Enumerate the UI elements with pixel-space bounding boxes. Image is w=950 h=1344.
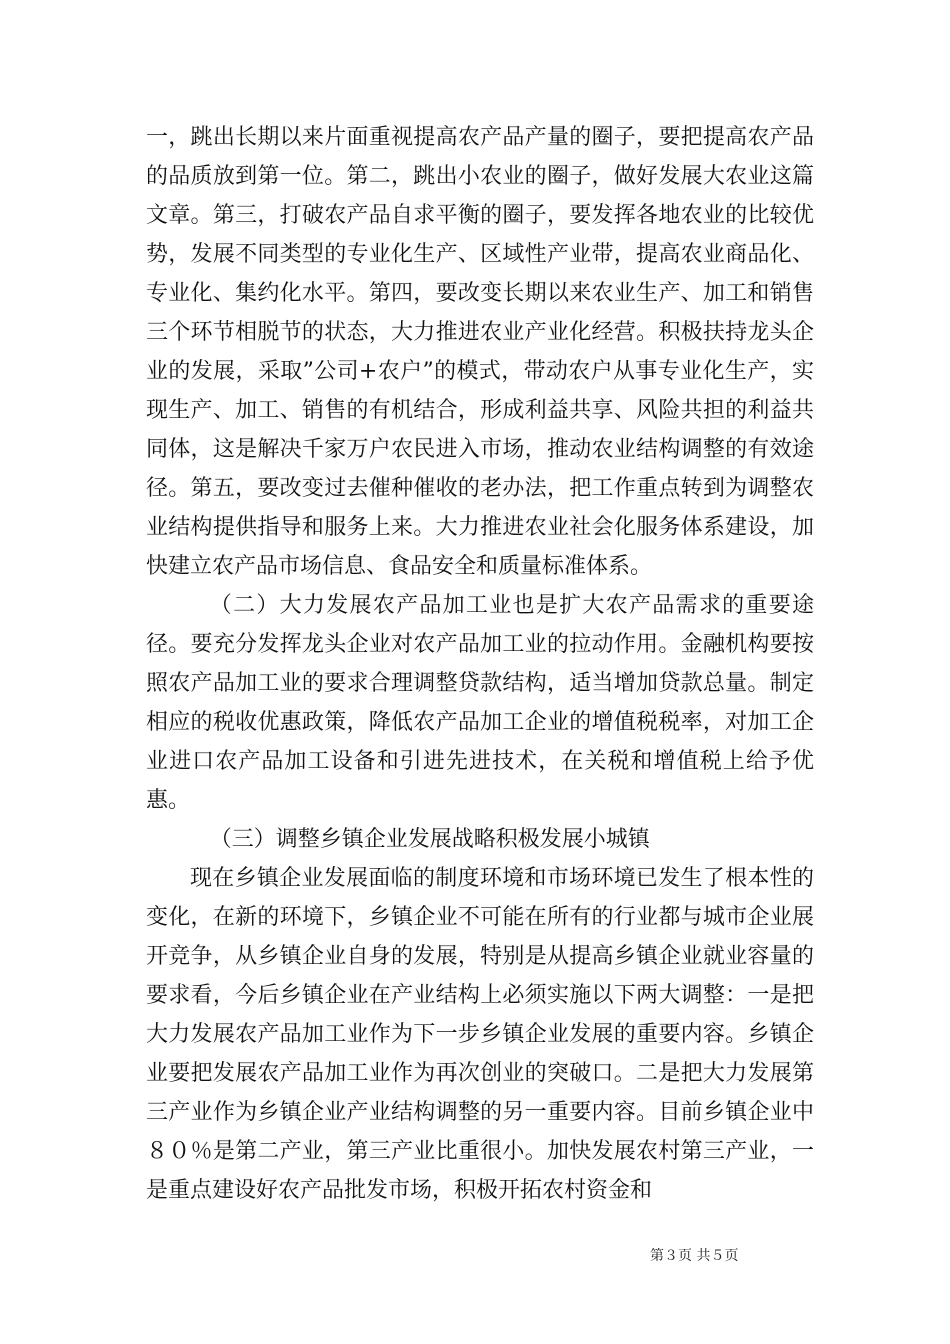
- paragraph-continuation: 一，跳出长期以来片面重视提高农产品产量的圈子，要把提高农产品的品质放到第一位。第二，跳出小农业的圈子，做好发展大农业这篇文章。第三，打破农产品自求平衡的圈子，要发挥各地农业的比较优势，发展不同类型的专业化生产、区域性产业带，提高农业商品化、专业化、集约化水平。第四，要改变长期以来农业生产、加工和销售三个环节相脱节的状态，大力推进农业产业化经营。积极扶持龙头企业的发展，采取”公司+农户”的模式，带动农户从事专业化生产，实现生产、加工、销售的有机结合，形成利益共享、风险共担的利益共同体，这是解决千家万户农民进入市场，推动农业结构调整的有效途径。第五，要改变过去催种催收的老办法，把工作重点转到为调整农业结构提供指导和服务上来。大力推进农业社会化服务体系建设，加快建立农产品市场信息、食品安全和质量标准体系。: [146, 125, 814, 579]
- page-number-footer: 第３页 共５页: [650, 1248, 739, 1264]
- section-heading-three: （三）调整乡镇企业发展战略积极发展小城镇: [209, 827, 650, 852]
- paragraph-township-enterprises: 现在乡镇企业发展面临的制度环境和市场环境已发生了根本性的变化，在新的环境下，乡镇企业不可能在所有的行业都与城市企业展开竞争，从乡镇企业自身的发展，特别是从提高乡镇企业就业容量的要求看，今后乡镇企业在产业结构上必须实施以下两大调整：一是把大力发展农产品加工业作为下一步乡镇企业发展的重要内容。乡镇企业要把发展农产品加工业作为再次创业的突破口。二是把大力发展第三产业作为乡镇企业产业结构调整的另一重要内容。目前乡镇企业中８０％是第二产业，第三产业比重很小。加快发展农村第三产业，一是重点建设好农产品批发市场，积极开拓农村资金和: [146, 866, 814, 1203]
- paragraph-section-two: （二）大力发展农产品加工业也是扩大农产品需求的重要途径。要充分发挥龙头企业对农产品加工业的拉动作用。金融机构要按照农产品加工业的要求合理调整贷款结构，适当增加贷款总量。制定相应的税收优惠政策，降低农产品加工企业的增值税税率，对加工企业进口农产品加工设备和引进先进技术，在关税和增值税上给予优惠。: [146, 593, 814, 813]
- document-body: [146, 118, 814, 1210]
